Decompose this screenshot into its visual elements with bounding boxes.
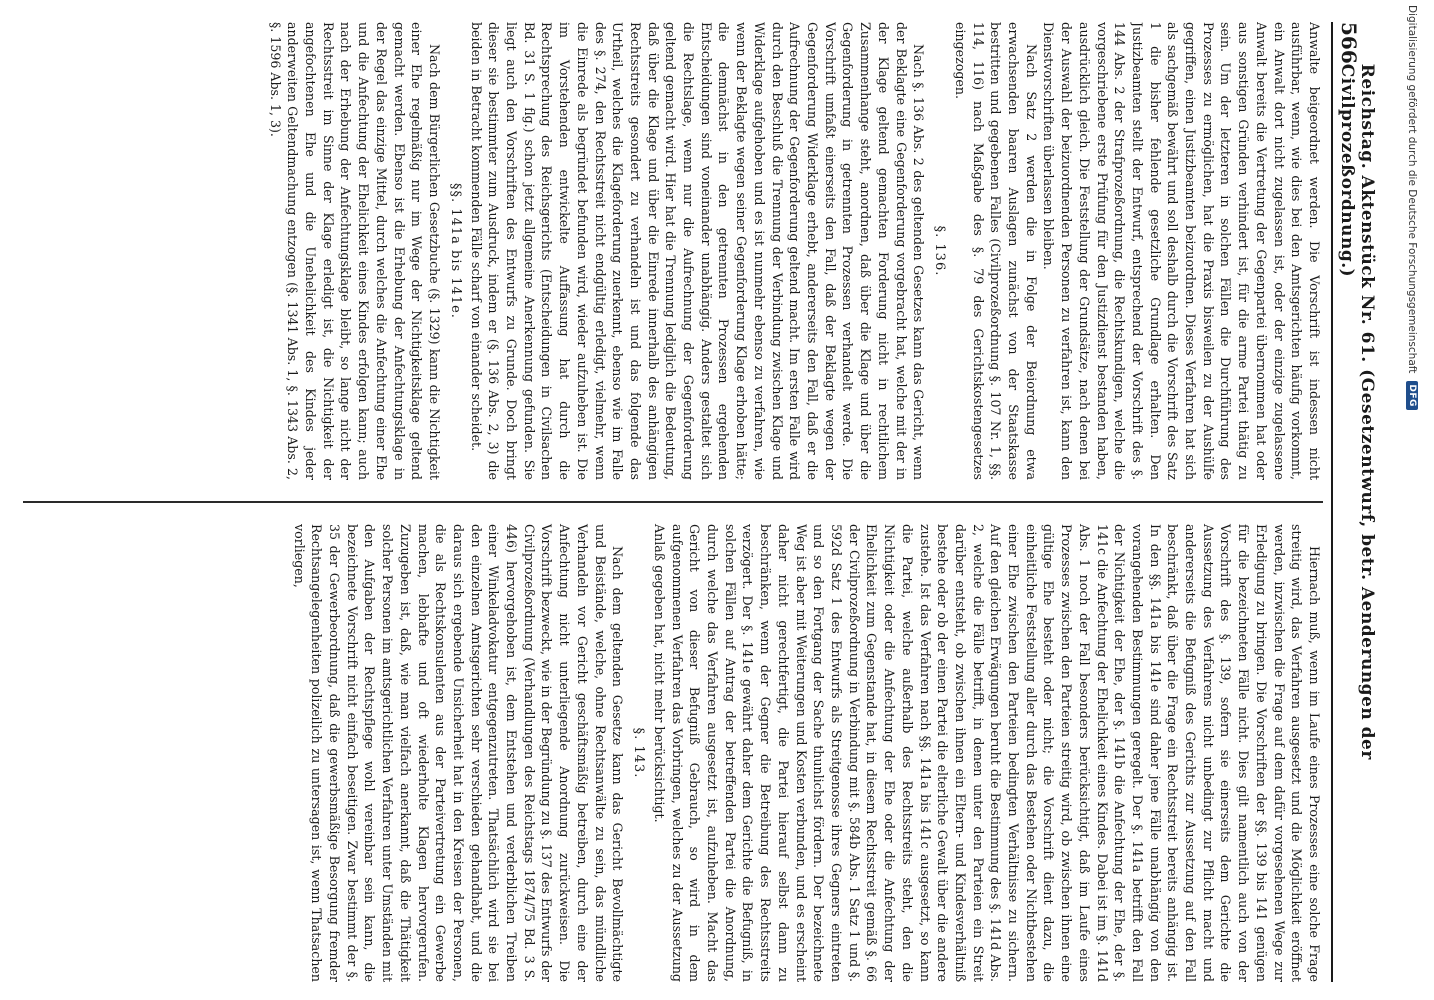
footer-credit: Digitalisierung gefördert durch die Deutsche Forschungsgemeinschaft: [1406, 5, 1418, 374]
paragraph: Anwalte beigeordnet werden. Die Vorschrift ist indessen nicht ausführbar, wenn, wie dies bei den Amtsgerichten häufig vorkommt, ein Anwalt dort nicht zugelassen ist, oder der einzige zugelassene Anwalt bereits die Vertretung der Gegenpartei übernommen hat oder aus sonstigen Gründen verhindert ist, für die arme Partei thätig zu sein. Um der letzteren in solchen Fällen die Durchführung des Prozesses zu ermöglichen, hat die Praxis bisweilen zu der Aushülfe gegriffen, einen Justizbeamten beizuordnen. Dieses Verfahren hat sich als sachgemäß bewährt und soll deshalb durch die Vorschrift des Satz 1 die bisher fehlende gesetzliche Grundlage erhalten. Den Justizbeamten stellt der Entwurf, entsprechend der Vorschrift des §. 144 Abs. 2 der Strafprozeßordnung, die Rechtskundigen, welche die vorgeschriebene erste Prüfung für den Justizdienst bestanden haben, ausdrücklich gleich. Die Feststellung der Grundsätze, nach denen bei der Auswahl der beizuordnenden Personen zu verfahren ist, kann den Dienstvorschriften überlassen bleiben.: [1041, 22, 1322, 480]
paragraph: Nach dem Bürgerlichen Gesetzbuche (§. 1329) kann die Nichtigkeit einer Ehe regelmäßig nur im Wege der Nichtigkeitsklage geltend gemacht werden. Ebenso ist die Erhebung der Anfechtungsklage in der Regel das einzige Mittel, durch welches die Anfechtung einer Ehe und die Anfechtung der Ehelichkeit eines Kindes erfolgen kann; auch nach der Erhebung der Anfechtungsklage bleibt, so lange nicht der Rechtsstreit im Sinne der Klage erledigt ist, die Nichtigkeit der angefochtenen Ehe und die Unehelichkeit des Kindes jeder anderweiten Geltendmachung entzogen (§. 1341 Abs. 1, §. 1343 Abs. 2, §. 1596 Abs. 1, 3).: [267, 22, 442, 480]
page-header: [1331, 22, 1377, 982]
section-heading: §§. 141a bis 141e.: [447, 183, 463, 319]
rotated-page: [15, 22, 1377, 982]
right-column: [23, 512, 1323, 982]
document-page: [15, 22, 1377, 982]
column-divider: [23, 501, 1323, 503]
section-heading: §. 136.: [932, 225, 948, 277]
paragraph: Nach Satz 2 werden die in Folge der Beiordnung etwa erwachsenden baaren Auslagen zunächst von der Staatskasse bestritten und gegebenen Falles (Civilprozeßordnung §. 107 Nr. 1, §§. 114, 116) nach Maßgabe des §. 79 des Gerichtskostengesetzes eingezogen.: [952, 22, 1039, 480]
running-head: Reichstag. Aktenstück Nr. 61. (Gesetzentwurf, betr. Aenderungen der Civilprozeßordnung.): [1337, 63, 1377, 760]
digitization-footer: [1397, 0, 1427, 1000]
section-heading: §. 143.: [631, 727, 647, 779]
paragraph: Nach §. 136 Abs. 2 des geltenden Gesetzes kann das Gericht, wenn der Beklagte eine Gegenforderung vorgebracht hat, welche mit der in der Klage geltend gemachten Forderung nicht in rechtlichem Zusammenhange steht, anordnen, daß über die Klage und über die Gegenforderung in getrennten Prozessen verhandelt werde. Die Vorschrift umfaßt einerseits den Fall, daß der Beklagte wegen der Gegenforderung Widerklage erhebt, andererseits den Fall, daß er die Aufrechnung der Gegenforderung geltend macht. Im ersten Falle wird durch den Beschluß die Trennung der Verbindung zwischen Klage und Widerklage aufgehoben und es ist nunmehr ebenso zu verfahren, wie wenn der Beklagte wegen seiner Gegenforderung Klage erhoben hätte; die demnächst in den getrennten Prozessen ergehenden Entscheidungen sind voneinander unabhängig. Anders gestaltet sich die Rechtslage, wenn nur die Aufrechnung der Gegenforderung geltend gemacht wird. Hier hat die Trennung lediglich die Bedeutung, daß über die Klage und über die Einrede innerhalb des anhängigen Rechtsstreits gesondert zu verhandeln ist und das folgende das Urtheil, welches die Klageforderung zuerkennt, ebenso wie im Falle des §. 274, den Rechtsstreit nicht endgültig erledigt, vielmehr, wenn die Einrede als begründet befunden wird, wieder aufzuheben ist. Die im Vorstehenden entwickelte Auffassung hat durch die Rechtsprechung des Reichsgerichts (Entscheidungen in Civilsachen Bd. 31 S. 1 flg.) schon jetzt allgemeine Anerkennung gefunden. Sie liegt auch den Vorschriften des Entwurfs zu Grunde. Doch bringt dieser sie bestimmter zum Ausdruck, indem er (§. 136 Abs. 2, 3) die beiden in Betracht kommenden Fälle scharf von einander scheidet.: [468, 22, 927, 480]
paragraph: Hiernach muß, wenn im Laufe eines Prozesses eine solche Frage streitig wird, das Verfahren ausgesetzt und die Möglichkeit eröffnet werden, inzwischen die Frage auf dem dafür vorgesehenen Wege zur Erledigung zu bringen. Die Vorschriften der §§. 139 bis 141 genügen für die bezeichneten Fälle nicht. Dies gilt namentlich auch von der Vorschrift des §. 139, sofern sie einerseits dem Gerichte die Aussetzung des Verfahrens nicht unbedingt zur Pflicht macht und andererseits die Befugniß des Gerichts zur Aussetzung auf den Fall beschränkt, daß über die Frage ein Rechtsstreit bereits anhängig ist. In den §§. 141a bis 141e sind daher jene Fälle unabhängig von den vorangehenden Bestimmungen geregelt. Der §. 141a betrifft den Fall der Nichtigkeit der Ehe, der §. 141b die Anfechtung der Ehe, der §. 141c die Anfechtung der Ehelichkeit eines Kindes. Dabei ist im §. 141d Abs. 1 noch der Fall besonders berücksichtigt, daß im Laufe eines Prozesses zwischen den Parteien streitig wird, ob zwischen ihnen eine gültige Ehe besteht oder nicht; die Vorschrift dient dazu, die einheitliche Feststellung aller durch das Bestehen oder Nichtbestehen einer Ehe zwischen den Parteien bedingten Verhältnisse zu sichern. Auf den gleichen Erwägungen beruht die Bestimmung des §. 141d Abs. 2, welche die Fälle betrifft, in denen unter den Parteien ein Streit darüber entsteht, ob zwischen ihnen ein Eltern- und Kindesverhältniß bestehe oder ob der einen Partei die elterliche Gewalt über die andere zustehe. Ist das Verfahren nach §§. 141a bis 141c ausgesetzt, so kann die Partei, welche außerhalb des Rechtsstreits steht, den die Nichtigkeit oder die Anfechtung der Ehe oder die Anfechtung der Ehelichkeit zum Gegenstande hat, in diesem Rechtsstreit gemäß §. 66 der Civilprozeßordnung in Verbindung mit §. 584b Abs. 1 Satz 1 und §. 592d Satz 1 des Entwurfs als Streitgenosse ihres Gegners eintreten und so den Fortgang der Sache thunlichst fördern. Der bezeichnete Weg ist aber mit Weiterungen und Kosten verbunden, und es erscheint daher nicht gerechtfertigt, die Partei hierauf selbst dann zu beschränken, wenn der Gegner die Betreibung des Rechtsstreits verzögert. Der §. 141e gewährt daher dem Gerichte die Befugniß, in solchen Fällen auf Antrag der betreffenden Partei die Anordnung, durch welche das Verfahren ausgesetzt ist, aufzuheben. Macht das Gericht von dieser Befugniß Gebrauch, so wird in dem aufgenommenen Verfahren das Vorbringen, welches zu der Aussetzung Anlaß gegeben hat, nicht mehr berücksichtigt.: [651, 524, 1322, 982]
paragraph: Nach dem geltenden Gesetze kann das Gericht Bevollmächtigte und Beistände, welche, ohne Rechtsanwälte zu sein, das mündliche Verhandeln vor Gericht geschäftsmäßig betreiben, durch eine der Anfechtung nicht unterliegende Anordnung zurückweisen. Die Vorschrift bezweckt, wie in der Begründung zu §. 137 des Entwurfs der Civilprozeßordnung (Verhandlungen des Reichstags 1874/75 Bd. 3 S. 446) hervorgehoben ist, dem Entstehen und verderblichen Treiben einer Winkeladvokatur entgegenzutreten. Thatsächlich wird sie bei den einzelnen Amtsgerichten sehr verschieden gehandhabt, und die daraus sich ergebende Unsicherheit hat in den Kreisen der Personen, die als Rechtskonsulenten aus der Parteivertretung ein Gewerbe machen, lebhafte und oft wiederholte Klagen hervorgerufen. Zuzugeben ist, daß, wie man vielfach anerkannt, daß die Thätigkeit solcher Personen im amtsgerichtlichen Verfahren unter Umständen mit den Aufgaben der Rechtspflege wohl vereinbar sein kann, die bezeichnete Vorschrift nicht einfach beseitigen. Zwar bestimmt der §. 35 der Gewerbeordnung, daß die gewerbsmäßige Besorgung fremder Rechtsangelegenheiten polizeilich zu untersagen ist, wenn Thatsachen vorliegen,: [291, 524, 626, 982]
left-column: [23, 22, 1323, 492]
page-number: 566: [1337, 22, 1361, 64]
dfg-logo: DFG: [1406, 381, 1418, 410]
text-columns: [23, 22, 1323, 982]
